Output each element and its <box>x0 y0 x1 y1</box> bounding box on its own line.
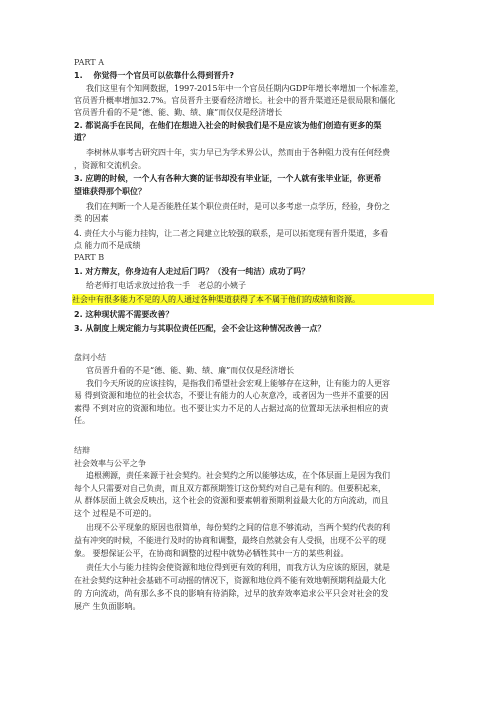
question-2-line-1: 2. 都说高手在民间，在他们在想进入社会的时候我们是不是应该为他们创造有更多的渠 <box>74 121 382 130</box>
closing-line-1: 追根溯源，责任来源于社会契约。社会契约之所以能够达成，在个体层面上是因为我们 <box>86 471 390 480</box>
closing-line-2: 每个人只需要对自己负责，而且双方都预期签订这份契约对自己是有利的。但要积起来， <box>74 484 386 493</box>
part-b-question-2: 2. 这种现状需不需要改善？ <box>74 310 174 319</box>
answer-2-line-2: ，资源和交流机会。 <box>74 161 146 170</box>
answer-1-line-2: 官员晋升概率增加32.7%。官员晋升主要看经济增长。社会中的晋升渠道还是很局限和僵化 <box>74 96 396 105</box>
question-2-line-2: 道？ <box>74 133 90 142</box>
question-1: 1. 你觉得一个官员可以依靠什么得到晋升? <box>74 71 235 80</box>
answer-1-line-3: 官员晋升看的不是“德、能、勤、绩、廉”而仅仅是经济增长 <box>74 108 283 117</box>
closing-line-11: 展产 生负面影响。 <box>74 602 141 611</box>
part-b-question-1: 1. 对方辩友，你身边有人走过后门吗？（没有一纯洁）成功了吗？ <box>74 267 310 276</box>
closing-line-5: 出现不公平现象的原因也很简单，每份契约之间的信息不够流动，当两个契约代表的利 <box>86 523 390 532</box>
summary-line-3: 易 得到资源和地位的社会状态，不要让有能力的人心灰意冷，或者因为一些并不重要的因 <box>74 391 389 400</box>
closing-line-8: 责任大小与能力挂钩会使资源和地位得到更有效的利用，而我方认为应该的原因，就是 <box>86 563 390 572</box>
closing-line-10: 的 方向流动，尚有那么多不良的影响有待消除，过早的放弃效率追求公平只会对社会的发 <box>74 589 389 598</box>
closing-line-7: 象。 要想保证公平，在协商和调整的过程中就势必牺牲其中一方的某些利益。 <box>74 549 349 558</box>
closing-subtitle: 社会效率与公平之争 <box>74 459 146 468</box>
closing-heading: 结辩 <box>74 446 90 455</box>
question-3-line-1: 3. 应聘的时候，一个人有各种大赛的证书却没有毕业证，一个人就有张毕业证，你更希 <box>74 174 382 183</box>
summary-line-1: 官员晋升看的不是“德、能、勤、绩、廉”而仅仅是经济增长 <box>86 366 295 375</box>
question-3-line-2: 望谁获得那个职位？ <box>74 187 146 196</box>
answer-3-line-2: 类 的因素 <box>74 214 109 223</box>
closing-line-6: 益有冲突的时候，不能进行及时的协商和调整，最终自然就会有人受损，出现不公平的现 <box>74 536 386 545</box>
summary-heading: 盘问小结 <box>74 353 106 362</box>
closing-line-3: 从 群体层面上就会反映出，这个社会的资源和要素朝着预期利益最大化的方向流动，而且 <box>74 496 389 505</box>
answer-2-line-1: 李树林从事考古研究四十年，实力早已为学术界公认，然而由于各种阻力没有任何经费 <box>86 148 390 157</box>
part-b-heading: PART B <box>74 253 105 262</box>
summary-line-2: 我们今天所说的应该挂钩，是指我们希望社会宏观上能够存在这种，让有能力的人更容 <box>86 379 390 388</box>
highlighted-sentence: 社会中有很多能力不足的人的人通过各种渠道获得了本不属于他们的成绩和资源。 <box>72 294 434 305</box>
summary-line-5: 任。 <box>74 416 90 425</box>
part-b-question-3: 3. 从制度上规定能力与其职位责任匹配，会不会让这种情况改善一点？ <box>74 324 326 333</box>
part-a-heading: PART A <box>74 58 104 67</box>
question-4-line-2: 点 能力而不是成绩 <box>74 241 141 250</box>
question-4-line-1: 4. 责任大小与能力挂钩，让二者之间建立比较强的联系，是可以拓宽现有晋升渠道，多看 <box>74 229 389 238</box>
answer-3-line-1: 我们在判断一个人是否能胜任某个职位责任时，是可以多考虑一点学历，经验，身份之 <box>86 202 390 211</box>
part-b-answer-1: 给老师打电话求放过拾我一手 老总的小姨子 <box>86 281 246 290</box>
closing-line-9: 在社会契约这种社会基础不可动摇的情况下，资源和地位尚不能有效地朝预期利益最大化 <box>74 576 386 585</box>
closing-line-4: 这个 过程是不可逆的。 <box>74 509 157 518</box>
summary-line-4: 素得 不到对应的资源和地位。也不要让实力不足的人占据过高的位置却无法承担相应的责 <box>74 404 389 413</box>
answer-1-line-1: 我们这里有个知网数据，1997-2015年中一个官员任期内GDP年增长率增加一个标准差， <box>86 84 404 93</box>
